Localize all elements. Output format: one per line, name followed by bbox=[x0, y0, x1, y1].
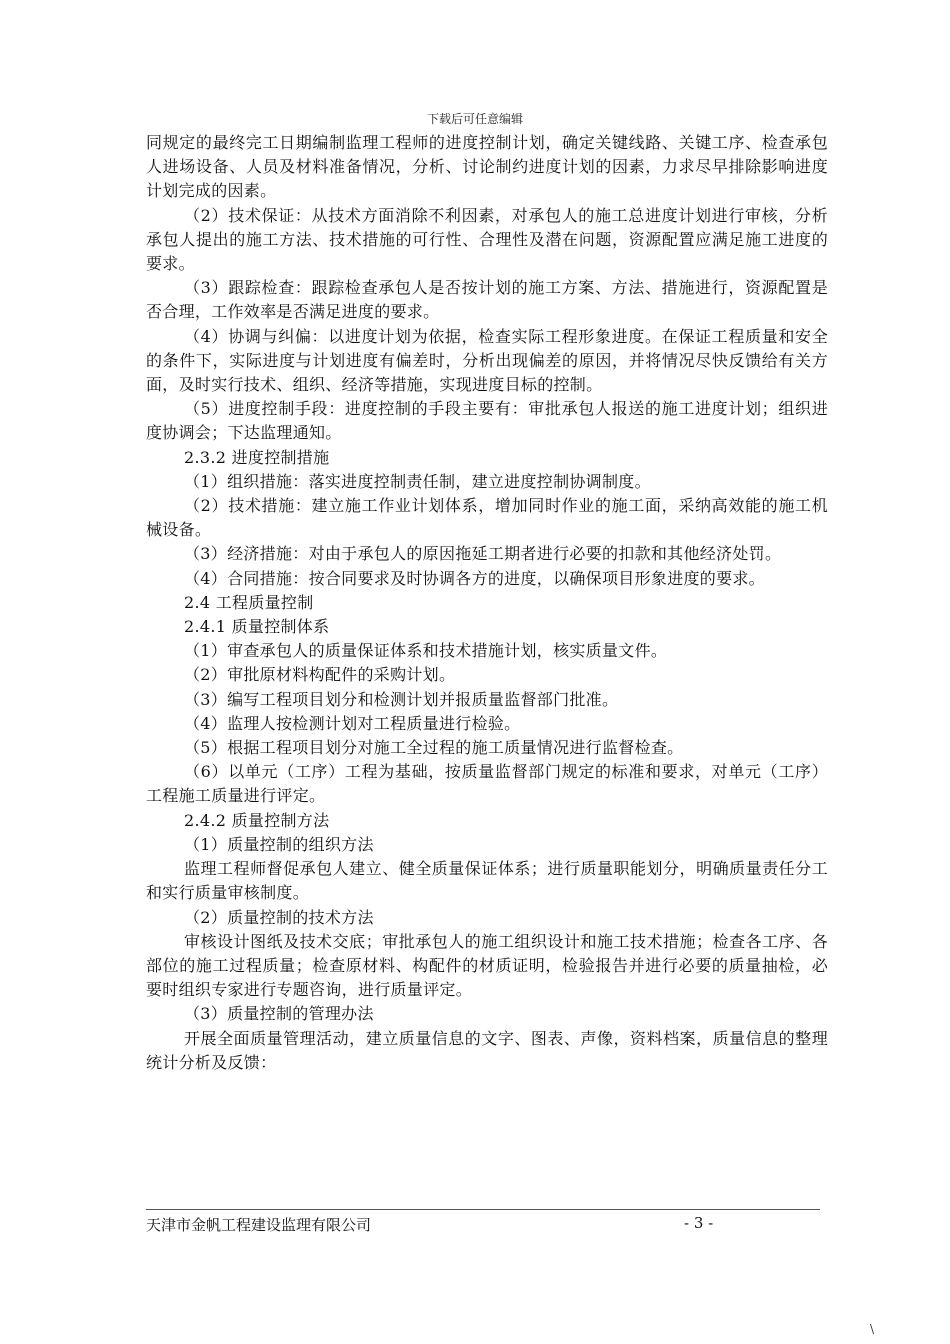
paragraph: （5）进度控制手段：进度控制的手段主要有：审批承包人报送的施工进度计划；组织进度协调会；下达监理通知。 bbox=[146, 399, 828, 443]
footer-company: 天津市金帆工程建设监理有限公司 bbox=[146, 1216, 372, 1234]
paragraph: 监理工程师督促承包人建立、健全质量保证体系；进行质量职能划分，明确质量责任分工和实行质量审核制度。 bbox=[146, 859, 828, 903]
paragraph: 2.4.2 质量控制方法 bbox=[184, 810, 330, 830]
footer-divider bbox=[146, 1209, 820, 1210]
paragraph: （2）审批原材料构配件的采购计划。 bbox=[184, 665, 456, 685]
paragraph: （2）技术保证：从技术方面消除不利因素，对承包人的施工总进度计划进行审核，分析承包人提出的施工方法、技术措施的可行性、合理性及潜在问题，资源配置应满足施工进度的要求。 bbox=[146, 205, 828, 274]
corner-mark: \ bbox=[870, 1322, 875, 1336]
paragraph: （4）监理人按检测计划对工程质量进行检验。 bbox=[184, 713, 521, 733]
header-note: 下载后可任意编辑 bbox=[426, 112, 523, 126]
paragraph: （3）质量控制的管理办法 bbox=[184, 1004, 374, 1024]
paragraph: （4）协调与纠偏：以进度计划为依据，检查实际工程形象进度。在保证工程质量和安全的条件下，实际进度与计划进度有偏差时，分析出现偏差的原因，并将情况尽快反馈给有关方面，及时实行技术、组织、经济等措施，实现进度目标的控制。 bbox=[146, 326, 828, 395]
paragraph: （6）以单元（工序）工程为基础，按质量监督部门规定的标准和要求，对单元（工序）工程施工质量进行评定。 bbox=[146, 762, 828, 806]
paragraph: （3）编写工程项目划分和检测计划并报质量监督部门批准。 bbox=[184, 689, 619, 709]
paragraph: 同规定的最终完工日期编制监理工程师的进度控制计划，确定关键线路、关键工序、检查承包人进场设备、人员及材料准备情况，分析、讨论制约进度计划的因素，力求尽早排除影响进度计划完成的因素。 bbox=[146, 133, 828, 201]
footer-page-number: - 3 - bbox=[684, 1214, 714, 1232]
paragraph: 2.3.2 进度控制措施 bbox=[184, 447, 330, 467]
paragraph: 2.4.1 质量控制体系 bbox=[184, 617, 330, 637]
paragraph: （2）技术措施：建立施工作业计划体系，增加同时作业的施工面，采纳高效能的施工机械设备。 bbox=[146, 496, 828, 540]
paragraph: （5）根据工程项目划分对施工全过程的施工质量情况进行监督检查。 bbox=[184, 738, 684, 758]
paragraph: （1）组织措施：落实进度控制责任制，建立进度控制协调制度。 bbox=[184, 471, 651, 491]
paragraph: （4）合同措施：按合同要求及时协调各方的进度，以确保项目形象进度的要求。 bbox=[184, 568, 765, 588]
paragraph: （1）质量控制的组织方法 bbox=[184, 834, 374, 854]
paragraph: 开展全面质量管理活动，建立质量信息的文字、图表、声像，资料档案，质量信息的整理统计分析及反馈： bbox=[146, 1028, 828, 1072]
paragraph: （1）审查承包人的质量保证体系和技术措施计划，核实质量文件。 bbox=[184, 641, 668, 661]
paragraph: （3）跟踪检查：跟踪检查承包人是否按计划的施工方案、方法、措施进行，资源配置是否合理，工作效率是否满足进度的要求。 bbox=[146, 278, 828, 322]
paragraph: （3）经济措施：对由于承包人的原因拖延工期者进行必要的扣款和其他经济处罚。 bbox=[184, 544, 782, 564]
paragraph: （2）质量控制的技术方法 bbox=[184, 907, 374, 927]
paragraph: 2.4 工程质量控制 bbox=[184, 592, 314, 612]
paragraph: 审核设计图纸及技术交底；审批承包人的施工组织设计和施工技术措施；检查各工序、各部位的施工过程质量；检查原材料、构配件的材质证明，检验报告并进行必要的质量抽检，必要时组织专家进行专题咨询，进行质量评定。 bbox=[146, 931, 828, 1000]
document-body bbox=[146, 131, 828, 1075]
